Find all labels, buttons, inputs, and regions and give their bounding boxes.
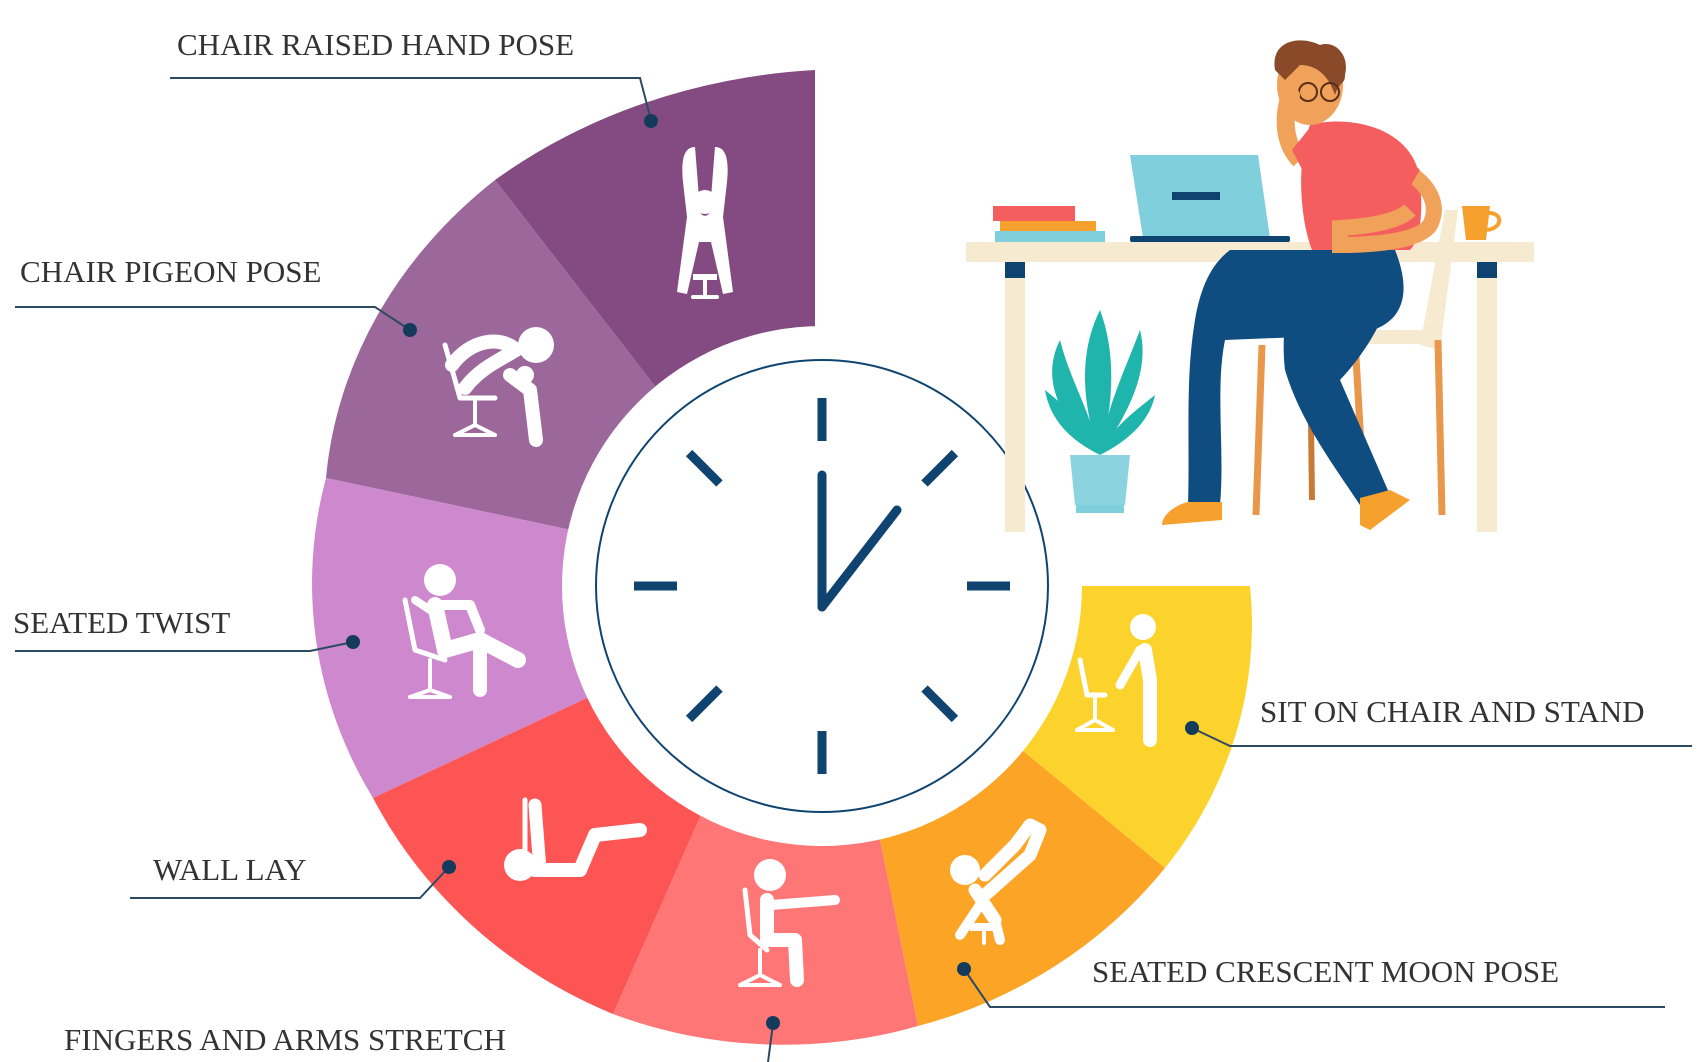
books-stack	[993, 206, 1105, 242]
coffee-mug	[1462, 206, 1499, 240]
laptop	[1130, 155, 1290, 242]
potted-plant	[1045, 310, 1155, 513]
man-figure	[1162, 40, 1434, 530]
label-wall-lay: WALL LAY	[153, 852, 307, 887]
label-chair-pigeon-pose: CHAIR PIGEON POSE	[20, 254, 322, 289]
clock	[562, 326, 1082, 846]
man-at-desk-illustration	[966, 40, 1534, 532]
label-fingers-arms-stretch: FINGERS AND ARMS STRETCH	[64, 1022, 506, 1057]
label-sit-on-chair-and-stand: SIT ON CHAIR AND STAND	[1260, 694, 1645, 729]
label-chair-raised-hand-pose: CHAIR RAISED HAND POSE	[177, 27, 575, 62]
label-seated-twist: SEATED TWIST	[13, 605, 231, 640]
label-seated-crescent-moon-pose: SEATED CRESCENT MOON POSE	[1092, 954, 1560, 989]
